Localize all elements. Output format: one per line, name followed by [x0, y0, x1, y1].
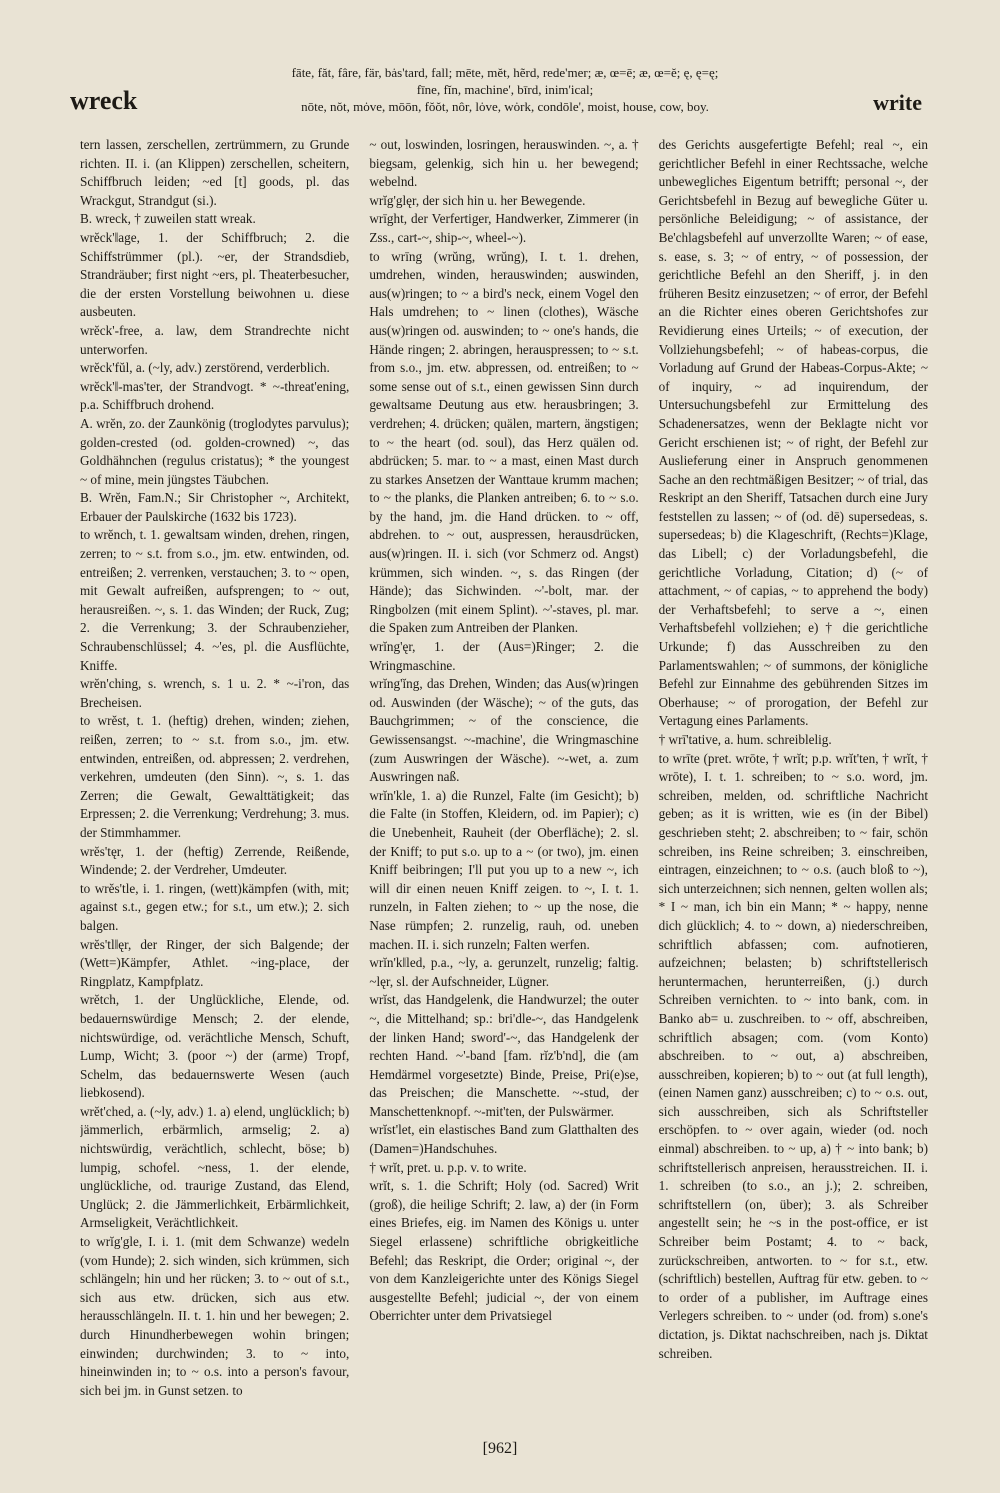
dictionary-entry: wrĕt'ched, a. (~ly, adv.) 1. a) elend, unglücklich; b) jämmerlich, erbärmlich, armselig; 2. a) nichtswürdig, verächtlich, schlecht, böse; b) lumpig, schofel. ~ness, 1. der elende, unglückliche, od. traurige Zustand, das Elend, Unglück; 2. die Jämmerlichkeit, Erbärmlichkeit, Armseligkeit, Verächtlichkeit.: [80, 1103, 350, 1231]
dictionary-entry: wrĭg'glęr, der sich hin u. her Bewegende.: [369, 192, 586, 208]
column-middle: [369, 136, 638, 1436]
dictionary-entry: wrĭst'let, ein elastisches Band zum Glatthalten des (Damen=)Handschuhes.: [369, 1122, 639, 1157]
dictionary-entry: wrĭn'k‖led, p.a., ~ly, a. gerunzelt, runzelig; faltig. ~lęr, sl. der Aufschneider, Lügner.: [369, 955, 639, 989]
pronunciation-key: [225, 64, 785, 115]
dictionary-entry: wrĭng'ęr, 1. der (Aus=)Ringer; 2. die Wringmaschine.: [369, 639, 639, 673]
dictionary-entry: wrĕs'tęr, 1. der (heftig) Zerrende, Reißende, Windende; 2. der Verdreher, Umdeuter.: [80, 843, 350, 878]
dictionary-entry: to wrĕs'tle, i. 1. ringen, (wett)kämpfen (with, mit; against s.t., gegen etw.; for s.t., um etw.); 2. sich balgen.: [80, 880, 350, 933]
dictionary-entry: wrĕs'tl‖ęr, der Ringer, der sich Balgende; der (Wett=)Kämpfer, Athlet. ~ing-place, der Ringplatz, Kampfplatz.: [80, 936, 350, 989]
dictionary-entry: wrīght, der Verfertiger, Handwerker, Zimmerer (in Zss., cart-~, ship-~, wheel-~).: [369, 211, 639, 245]
text-columns: [80, 136, 928, 1436]
dictionary-entry: B. Wrĕn, Fam.N.; Sir Christopher ~, Architekt, Erbauer der Paulskirche (1632 bis 1723).: [80, 490, 350, 524]
key-line: nōte, nŏt, mȯve, mōōn, fŏŏt, nôr, lȯve, wȯrk, condōle', moist, house, cow, boy.: [301, 99, 709, 114]
dictionary-entry: to wrĕnch, t. 1. gewaltsam winden, drehen, ringen, zerren; to ~ s.t. from s.o., jm. etw. entwinden, od. entreißen; 2. verrenken, verstauchen; 3. to ~ open, mit Gewalt aufreißen, aufsprengen; to ~ out, herausreißen. ~, s. 1. das Winden; der Ruck, Zug; 2. die Verrenkung; 3. der Schraubenzieher, Schraubenschlüssel; 4. ~'es, pl. die Ausflüchte, Kniffe.: [80, 527, 350, 673]
dictionary-entry: to wrīte (pret. wrōte, † wrĭt; p.p. wrĭt'ten, † wrĭt, † wrōte), I. t. 1. schreiben; to ~ s.o. word, jm. schreiben, melden, od. schriftliche Nachricht geben; as it is written, wie es (in der Bibel) geschrieben steht; 2. abschreiben; to ~ fair, schön schreiben, ins Reine schreiben; 3. einschreiben, eintragen, einzeichnen; to ~ o.s. (auch bloß to ~), sich unterzeichnen; sich nennen, gelten wollen als; * I ~ man, ich bin ein Mann; * ~ happy, nenne dich glücklich; 4. to ~ down, a) niederschreiben, schriftlich abfassen; com. aufnotieren, aufzeichnen; belasten; b) schriftstellerisch heruntermachen, herunterreißen, (j.) durch Schreiben vernichten. to ~ into bank, com. in Banko ab= u. zuschreiben. to ~ off, abschreiben, schriftlich absagen; com. (vom Konto) abschreiben. to ~ out, a) abschreiben, ausschreiben, kopieren; b) to ~ out (at full length), (einen Namen ganz) ausschreiben; c) to ~ o.s. out, sich ausschreiben, sich als Schriftsteller erschöpfen. to ~ over again, wieder (od. noch einmal) abschreiben. to ~ up, a) † ~ into bank; b) schriftstellerisch anpreisen, herausstreichen. II. i. 1. schreiben (to s.o., an j.); 2. schreiben, schriftstellern (on, über); 3. als Schreiber angestellt sein; he ~s in the post-office, er ist Schreiber beim Postamt; 4. to ~ back, zurückschreiben, antworten. to ~ for s.t., etw. (schriftlich) bestellen, Auftrag für etw. geben. to ~ to order of a publisher, im Auftrage eines Verlegers schreiben. to ~ under (od. from) s.one's dictation, js. Diktat nachschreiben, nach js. Diktat schreiben.: [658, 750, 928, 1361]
column-left: [80, 136, 349, 1436]
dictionary-entry: B. wreck, † zuweilen statt wreak.: [80, 211, 256, 227]
dictionary-entry: A. wrĕn, zo. der Zaunkönig (troglodytes parvulus); golden-crested (od. golden-crowned) ~, das Goldhähnchen (regulus cristatus); * the youngest ~ of mine, mein jüngstes Täubchen.: [80, 415, 350, 487]
dictionary-entry: † wrĭt, pret. u. p.p. v. to write.: [369, 1159, 527, 1175]
dictionary-entry: wrĕtch, 1. der Unglückliche, Elende, od. bedauernswürdige Mensch; 2. der elende, nichtswürdige, od. verächtliche Mensch, Schuft, Lump, Wicht; 3. (poor ~) der (arme) Tropf, Schelm, das bedauernswerte Wesen (auch liebkosend).: [80, 992, 350, 1101]
dictionary-entry: wrĭng'ĭng, das Drehen, Winden; das Aus(w)ringen od. Auswinden (der Wäsche); ~ of the guts, das Bauchgrimmen; ~ of the conscience, die Gewissensangst. ~-machine', die Wringmaschine (zum Auswringen der Wäsche). ~-wet, a. zum Auswringen naß.: [369, 676, 639, 785]
dictionary-entry: wrĭt, s. 1. die Schrift; Holy (od. Sacred) Writ (groß), die heilige Schrift; 2. law, a) der (in Form eines Briefes, eig. im Namen des Königs u. unter Siegel erlassene) schriftliche obrigkeitliche Befehl; das Reskript, die Order; original ~, der von dem Kanzleigerichte unter des Königs Siegel ausgestellte Befehl; judicial ~, der von einem Oberrichter unter dem Privatsiegel: [369, 1178, 639, 1324]
column-right: [659, 136, 928, 1436]
dictionary-entry: wrĕck'‖-mas'ter, der Strandvogt. * ~-threat'ening, p.a. Schiffbruch drohend.: [80, 378, 350, 413]
dictionary-entry: wrĕck'fŭl, a. (~ly, adv.) zerstörend, verderblich.: [80, 360, 330, 376]
dictionary-entry: to wrīng (wrŭng, wrŭng), I. t. 1. drehen, umdrehen, winden, herauswinden; auswinden, aus(w)ringen; to ~ a bird's neck, einem Vogel den Hals umdrehen; to ~ linen (clothes), Wäsche aus(w)ringen od. auswinden; to ~ one's hands, die Hände ringen; 2. abringen, herauspressen; to ~ s.t. from s.o., jm. etw. abpressen, od. entreißen; to ~ some sense out of s.t., einen gewissen Sinn durch gewaltsame Deutung aus etw. herausbringen; 3. verdrehen; 4. drücken; quälen, martern, ängstigen; to ~ the heart (od. soul), das Herz quälen od. abdrücken; 5. mar. to ~ a mast, einen Mast durch zu starkes Ansetzen der Wanttaue krumm machen; to ~ the planks, die Planken antreiben; 6. to ~ s.o. by the hand, jm. die Hand drücken. to ~ off, abdrehen. to ~ out, auspressen, herausdrücken, aus(w)ringen. II. i. sich (vor Schmerz od. Angst) krümmen, sich winden. ~, s. das Ringen (der Hände); das Sichwinden. ~'-bolt, mar. der Ringbolzen (mit einem Splint). ~'-staves, pl. mar. die Spaken zum Antreiben der Planken.: [369, 248, 639, 636]
dictionary-entry: wrĭst, das Handgelenk, die Handwurzel; the outer ~, die Mittelhand; sp.: bri'dle-~, das Handgelenk der linken Hand; sword'-~, das Handgelenk der rechten Hand. ~'-band [fam. rĭz'b'nd], die (am Hemdärmel vorgesetzte) Binde, Preise, Pri(e)se, das Preischen; die Manschette. ~-stud, der Manschettenknopf. ~-mit'ten, der Pulswärmer.: [369, 992, 639, 1119]
dictionary-entry: to wrĕst, t. 1. (heftig) drehen, winden; ziehen, reißen, zerren; to ~ s.t. from s.o., jm. etw. entwinden, entreißen, od. abpressen; 2. verdrehen, verkehren, umdeuten (den Sinn). ~, s. 1. das Zerren; die Gewalt, Gewalttätigkeit; das Erpressen; 2. die Verrenkung; Verdrehung; 3. mus. der Stimmhammer.: [80, 713, 350, 840]
running-head-left: wreck: [70, 86, 138, 115]
key-line: fāte, făt, fâre, fär, bȧs'tard, fall; mēte, mĕt, hẽrd, rede'mer; æ, œ=ē; æ, œ=ĕ; ę, ę=ę;: [291, 65, 719, 80]
dictionary-entry: to wrĭg'gle, I. i. 1. (mit dem Schwanze) wedeln (vom Hunde); 2. sich winden, sich krümmen, sich schlängeln; hin und her rücken; 3. to ~ out of s.t., sich aus etw. drücken, sich aus etw. herausschlängeln. II. t. 1. hin und her bewegen; 2. durch Hinundherbewegen wohin bringen; einwinden; durchwinden; 3. to ~ into, hineinwinden in; to ~ o.s. into a person's favour, sich bei jm. in Gunst setzen. to: [80, 1234, 350, 1398]
running-head-right: write: [873, 90, 922, 115]
dictionary-entry: wrĕck'-free, a. law, dem Strandrechte nicht unterworfen.: [80, 322, 350, 357]
dictionary-entry: † wrī'tative, a. hum. schreiblelig.: [658, 732, 832, 747]
key-line: fīne, fĭn, machine', bīrd, inim'ical;: [416, 82, 594, 97]
dictionary-entry: wrĕn'ching, s. wrench, s. 1 u. 2. * ~-i'ron, das Brecheisen.: [80, 676, 350, 710]
dictionary-entry: ~ out, loswinden, losringen, herauswinden. ~, a. † biegsam, gelenkig, sich hin u. her bewegend; webelnd.: [369, 137, 639, 190]
dictionary-entry: wrĭn'kle, 1. a) die Runzel, Falte (im Gesicht); b) die Falte (in Stoffen, Kleidern, od. im Papier); c) die Unebenheit, Rauheit (der Oberfläche); 2. sl. der Kniff; to put s.o. up to a ~ (or two), jm. einen Kniff beibringen; I'll put you up to a new ~, ich will dir einen neuen Kniff zeigen. to ~, I. t. 1. runzeln, in Falten ziehen; to ~ up the nose, die Nase rümpfen; 2. runzelig, rauh, od. uneben machen. II. i. sich runzeln; Falten werfen.: [369, 787, 639, 952]
dictionary-entry: des Gerichts ausgefertigte Befehl; real ~, ein gerichtlicher Befehl in einer Rechtssache, welche unbewegliches Eigentum betrifft; personal ~, der Gerichtsbefehl in Bezug auf bewegliche Güter u. persönliche Beleidigung; ~ of assistance, der Be'chlagsbefehl auf unverzollte Waren; ~ of ease, s. ease, s. 3; ~ of entry, ~ of possession, der gerichtliche Befehl an den Sheriff, j. in den früheren Besitz einzusetzen; ~ of error, der Befehl an die Richter eines oberen Gerichtshofes zur Revidierung eines Urteils; ~ of execution, der Vollziehungsbefehl; ~ of habeas-corpus, die Vorladung auf Grund der Habeas-Corpus-Akte; ~ of inquiry, ~ ad inquirendum, der Untersuchungsbefehl zur Ermittelung des Schadenersatzes, wenn der Beklagte nicht vor Gericht erschienen ist; ~ of right, der Befehl zur Auslieferung einer in Anspruch genommenen Sache an den rechtmäßigen Besitzer; ~ of trial, das Reskript an den Sheriff, Tatsachen durch eine Jury feststellen zu lassen; ~ of (od. dē) supersedeas, s. supersedeas; b) die Klageschrift, (Rechts=)Klage, das Libell; c) der Vorladungsbefehl, die gerichtliche Vorladung, Citation; d) (~ of attachment, ~ of capias, ~ to apprehend the body) der Verhaftsbefehl; to serve a ~, einen Verhaftsbefehl vollziehen; e) † die gerichtliche Urkunde; f) das Ausschreiben zu den Parlamentswahlen; ~ of summons, der königliche Befehl zur Einnahme des gebührenden Sitzes im Oberhause; ~ of prorogation, der Befehl zur Vertagung eines Parlaments.: [658, 137, 928, 729]
page-number: [962]: [482, 1440, 518, 1457]
dictionary-entry: tern lassen, zerschellen, zertrümmern, zu Grunde richten. II. i. (an Klippen) zerschellen, scheitern, Schiffbruch leiden; ~ed [t] goods, pl. das Wrackgut, Strandgut (si.).: [80, 137, 350, 208]
dictionary-entry: wrĕck'‖age, 1. der Schiffbruch; 2. die Schiffstrümmer (pl.). ~er, der Strandsdieb, Strandräuber; first night ~ers, pl. Theaterbesucher, die der ersten Vorstellung beiwohnen u. diese ausbeuten.: [80, 229, 350, 320]
